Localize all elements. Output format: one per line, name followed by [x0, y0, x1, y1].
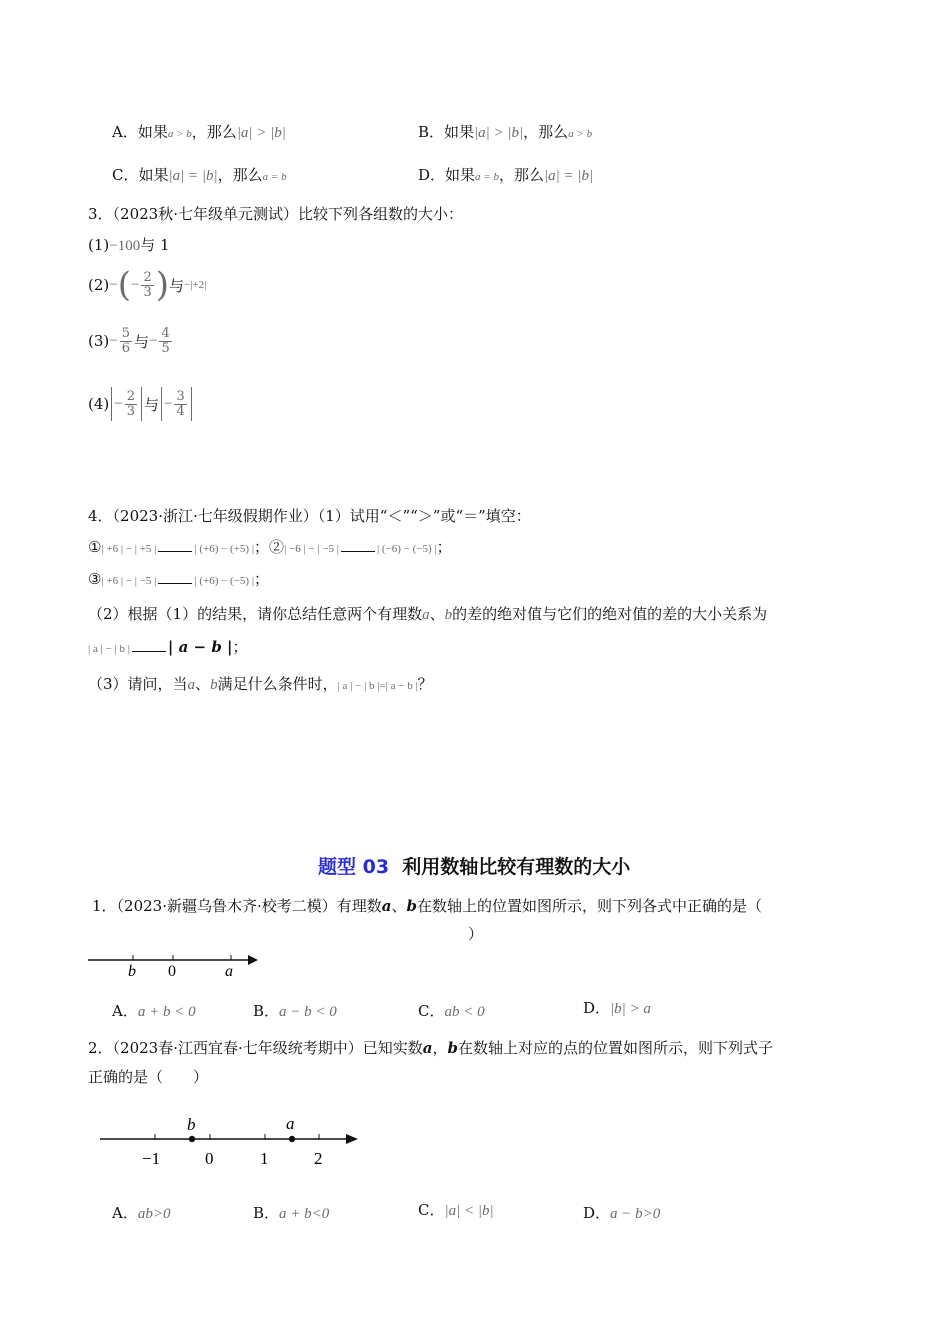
tick-label-minus-1: −1: [142, 1149, 161, 1168]
q4-row-2: ③| +6 | − | −5 | | (+6) − (−5) |；: [88, 570, 270, 588]
s2-option-a: A．ab>0: [112, 1204, 171, 1222]
answer-blank[interactable]: [158, 571, 192, 584]
section-heading: 题型 03 利用数轴比较有理数的大小: [318, 856, 631, 878]
label-b: b: [128, 963, 136, 980]
tick-label-0: 0: [205, 1149, 214, 1168]
fraction: $\frac{4}{5}$: [161, 326, 170, 356]
q3-part-4: (4) − $\frac{2}{3}$ 与 − $\frac{3}{4}$: [88, 387, 194, 421]
label-a: a: [225, 963, 233, 980]
answer-blank[interactable]: [341, 539, 375, 552]
number-line-1: [86, 950, 266, 980]
s1-close-paren: ）: [468, 925, 484, 943]
number-line-2: [96, 1112, 366, 1168]
fraction: $\frac{2}{3}$: [143, 269, 152, 300]
q3-part-2: (2) − ( − $\frac{2}{3}$ ) 与 −|+2|: [88, 265, 207, 305]
s1-option-c: C．ab < 0: [418, 1002, 485, 1020]
s2-option-c: C．|a| < |b|: [418, 1201, 494, 1219]
s2-stem-line-1: 2．（2023春·江西宜春·七年级统考期中）已知实数a，b在数轴上对应的点的位置如图所示，则下列式子: [88, 1039, 774, 1057]
q3-part-3: (3) − $\frac{5}{6}$ 与 − $\frac{4}{5}$: [88, 326, 170, 356]
label-b: b: [187, 1115, 196, 1134]
q4-stem: 4．（2023·浙江·七年级假期作业）（1）试用“＜”“＞”或“＝”填空：: [88, 507, 531, 525]
q4-part-2: （2）根据（1）的结果，请你总结任意两个有理数a、b的差的绝对值与它们的绝对值的差的大小关系为: [88, 605, 768, 623]
point-a: [289, 1136, 295, 1142]
q3-part-1: (1)−100与 1: [88, 236, 170, 254]
fraction: $\frac{2}{3}$: [126, 388, 135, 419]
axis-arrow: [248, 955, 258, 965]
s1-stem: 1．（2023·新疆乌鲁木齐·校考二模）有理数a、b在数轴上的位置如图所示，则下列各式中正确的是（: [92, 897, 763, 915]
point-b: [189, 1136, 195, 1142]
tick-label-1: 1: [260, 1149, 269, 1168]
option-b: B．如果|a| > |b|，那么a > b: [418, 123, 593, 141]
option-a: A．如果a > b，那么|a| > |b|: [112, 123, 286, 141]
s2-option-b: B．a + b<0: [253, 1204, 330, 1222]
option-d: D．如果a = b，那么|a| = |b|: [418, 166, 594, 184]
q3-stem: 3．（2023秋·七年级单元测试）比较下列各组数的大小：: [88, 205, 463, 223]
tick-label-2: 2: [314, 1149, 323, 1168]
option-c: C．如果|a| = |b|，那么a = b: [112, 166, 287, 184]
label-a: a: [286, 1114, 295, 1133]
axis-arrow: [346, 1134, 358, 1144]
answer-blank[interactable]: [158, 539, 192, 552]
label-0: 0: [168, 963, 176, 980]
q4-part-3: （3）请问，当a、b满足什么条件时，| a | − | b |=| a − b |？: [88, 675, 433, 693]
answer-blank[interactable]: [132, 639, 166, 652]
s1-option-b: B．a − b < 0: [253, 1002, 337, 1020]
s2-stem-line-2: 正确的是（ ）: [88, 1068, 209, 1086]
s2-option-d: D．a − b>0: [583, 1204, 661, 1222]
fraction: $\frac{3}{4}$: [176, 388, 185, 419]
q4-part-2-expr: | a | − | b | | a − b |；: [88, 638, 248, 656]
s1-option-d: D．|b| > a: [583, 999, 651, 1017]
q4-row-1: ①| +6 | − | +5 | | (+6) − (+5) |；②| −6 | − | −5 | | (−6) − (−5) |；: [88, 538, 452, 556]
s1-option-a: A．a + b < 0: [112, 1002, 196, 1020]
fraction: $\frac{5}{6}$: [121, 326, 130, 356]
